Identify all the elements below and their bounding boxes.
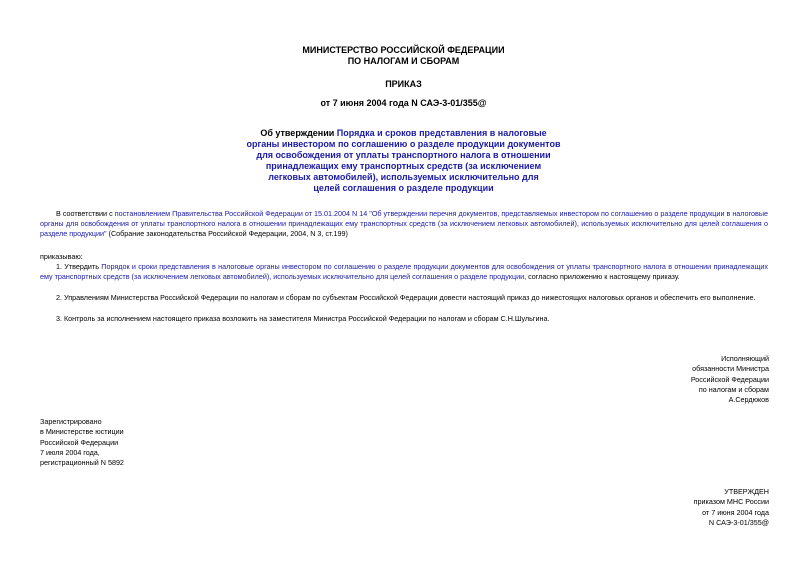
signature-line: по налогам и сборам — [698, 384, 769, 394]
order-date — [0, 98, 807, 109]
order-subject — [0, 128, 807, 194]
item-3-paragraph — [40, 314, 768, 324]
registration-line: 7 июля 2004 года, — [40, 447, 100, 457]
order-title — [0, 79, 807, 90]
item-1-paragraph — [40, 262, 768, 282]
subject-prefix: Об утверждении — [260, 128, 337, 138]
subject-link-4[interactable]: принадлежащих ему транспортных средств (за исключением — [265, 161, 542, 171]
order-title-text: ПРИКАЗ — [385, 79, 422, 89]
approval-line: N САЭ-3-01/355@ — [708, 517, 769, 527]
approval-line: приказом МНС России — [693, 497, 769, 507]
registration-block — [40, 417, 124, 468]
approval-line: от 7 июня 2004 года — [702, 507, 769, 517]
approval-line: УТВЕРЖДЕН — [724, 487, 769, 496]
preamble-start: В соответствии с — [56, 209, 115, 218]
subject-link-3[interactable]: для освобождения от уплаты транспортного налога в отношении — [256, 150, 551, 160]
signature-line: обязанности Министра — [692, 364, 769, 374]
item-3-text: 3. Контроль за исполнением настоящего приказа возложить на заместителя Министра Российской Федерации по налогам и сборам С.Н.Шульгина. — [56, 314, 550, 323]
item-1-start: 1. Утвердить — [56, 262, 102, 271]
ministry-line-1: МИНИСТЕРСТВО РОССИЙСКОЙ ФЕДЕРАЦИИ — [302, 45, 505, 55]
signatory-name: А.Сердюков — [728, 395, 769, 405]
approval-block — [694, 487, 769, 528]
government-decree-link[interactable]: постановлением Правительства Российской Федерации от 15.01.2004 N 14 "Об утверждении перечня документов, представляемых инвестором по соглашению о разделе продукции в налоговые органы для освобождения от уплаты транспортного налога в отношении принадлежащих ему транспортных средств (за исключением легковых автомобилей), используемых исключительно для целей соглашения о разделе продукции" — [40, 209, 768, 238]
item-2-paragraph — [40, 293, 768, 303]
subject-link-2[interactable]: органы инвестором по соглашению о разделе продукции документов — [246, 139, 561, 149]
registration-number: регистрационный N 5892 — [40, 458, 124, 468]
subject-link-1[interactable]: Порядка и сроков представления в налоговые — [336, 128, 547, 138]
registration-line: Российской Федерации — [40, 437, 119, 447]
preamble-end: (Собрание законодательства Российской Федерации, 2004, N 3, ст.199) — [106, 229, 348, 238]
subject-link-5[interactable]: легковых автомобилей), используемых исключительно для — [268, 172, 539, 182]
preamble-paragraph — [40, 209, 768, 239]
command-word: приказываю: — [40, 252, 83, 261]
subject-link-6[interactable]: целей соглашения о разделе продукции — [313, 183, 494, 193]
item-2-text: 2. Управлениям Министерства Российской Федерации по налогам и сборам по субъектам Российской Федерации довести настоящий приказ до нижестоящих налоговых органов и обеспечить его выполнение. — [56, 293, 756, 302]
subject-line-1 — [0, 128, 807, 139]
ministry-heading — [0, 45, 807, 67]
item-1-end: , согласно приложению к настоящему приказу. — [524, 272, 680, 281]
signature-line: Исполняющий — [721, 354, 769, 363]
order-date-text: от 7 июня 2004 года N САЭ-3-01/355@ — [320, 98, 487, 108]
registration-line: в Министерстве юстиции — [40, 427, 124, 437]
procedure-link[interactable]: Порядок и сроки представления в налоговые органы инвестором по соглашению о разделе продукции документов для освобождения от уплаты транспортного налога в отношении принадлежащих ему транспортных средств (за исключением легковых автомобилей), используемых исключительно для целей соглашения о разделе продукции — [40, 262, 768, 281]
ministry-line-2: ПО НАЛОГАМ И СБОРАМ — [347, 56, 460, 66]
signature-line: Российской Федерации — [690, 374, 769, 384]
registration-line: Зарегистрировано — [40, 417, 102, 426]
signature-block — [691, 354, 769, 405]
